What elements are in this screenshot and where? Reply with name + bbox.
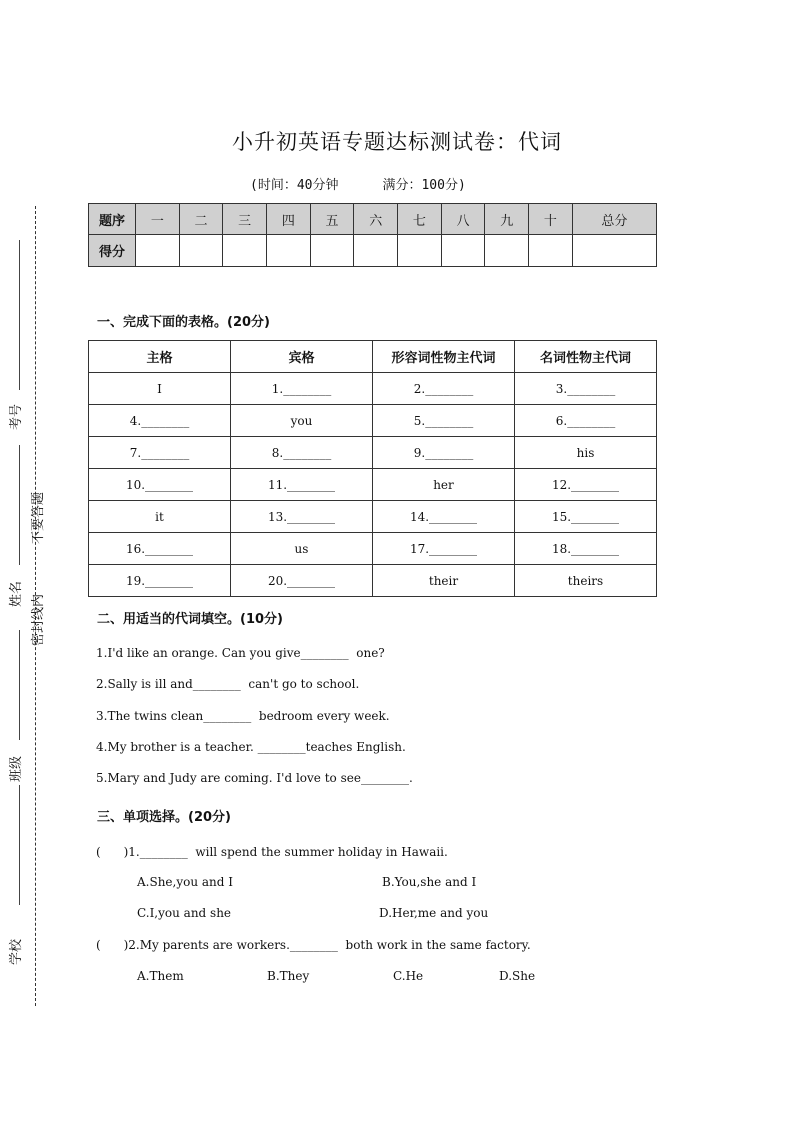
pronoun-header-cell: 宾格: [231, 341, 373, 373]
pronoun-cell[interactable]: 8.________: [231, 437, 373, 469]
score-header-cell: 四: [267, 204, 311, 235]
score-cell[interactable]: [398, 235, 442, 267]
name-blank[interactable]: [19, 445, 20, 565]
pronoun-header-cell: 主格: [89, 341, 231, 373]
time-limit: (时间：40分钟: [250, 178, 339, 193]
pronoun-cell[interactable]: 7.________: [89, 437, 231, 469]
choice-option[interactable]: C.I,you and she: [137, 906, 232, 920]
fill-question[interactable]: 3.The twins clean________ bedroom every week.: [96, 709, 390, 723]
exam-info: [250, 174, 510, 193]
fill-question[interactable]: 5.Mary and Judy are coming. I'd love to see________.: [96, 771, 413, 785]
pronoun-cell[interactable]: 5.________: [373, 405, 515, 437]
pronoun-cell[interactable]: 13.________: [231, 501, 373, 533]
pronoun-cell[interactable]: 17.________: [373, 533, 515, 565]
choice-option[interactable]: B.You,she and I: [382, 875, 477, 889]
table-row: [89, 373, 657, 405]
score-header-cell: 七: [398, 204, 442, 235]
score-header-row: [89, 204, 657, 235]
pronoun-header-row: [89, 341, 657, 373]
pronoun-cell[interactable]: 2.________: [373, 373, 515, 405]
score-cell[interactable]: [354, 235, 398, 267]
table-row: [89, 565, 657, 597]
pronoun-cell[interactable]: 4.________: [89, 405, 231, 437]
score-header-cell: 十: [529, 204, 573, 235]
choice-question-2[interactable]: ( )2.My parents are workers.________ both work in the same factory.: [96, 938, 531, 952]
score-header-cell: 六: [354, 204, 398, 235]
choice-option[interactable]: C.He: [393, 969, 424, 983]
pronoun-header-cell: 形容词性物主代词: [373, 341, 515, 373]
score-table: [88, 203, 657, 267]
pronoun-cell[interactable]: 18.________: [515, 533, 657, 565]
score-header-cell: 三: [223, 204, 267, 235]
fill-question[interactable]: 2.Sally is ill and________ can't go to school.: [96, 677, 360, 691]
pronoun-cell: us: [231, 533, 373, 565]
score-cell[interactable]: [529, 235, 573, 267]
choice-question-1[interactable]: ( )1.________ will spend the summer holiday in Hawaii.: [96, 845, 448, 859]
score-header-cell: 二: [179, 204, 223, 235]
table-row: [89, 533, 657, 565]
score-header-cell: 五: [310, 204, 354, 235]
pronoun-cell[interactable]: 3.________: [515, 373, 657, 405]
pronoun-cell[interactable]: 19.________: [89, 565, 231, 597]
pronoun-cell: you: [231, 405, 373, 437]
pronoun-table: [88, 340, 657, 597]
score-header-cell: 一: [136, 204, 180, 235]
seal-line-label: 密封线内: [31, 593, 46, 646]
score-cell[interactable]: [223, 235, 267, 267]
score-header-cell: 总分: [572, 204, 656, 235]
full-score: 满分：100分): [382, 178, 466, 193]
table-row: [89, 405, 657, 437]
choice-option[interactable]: D.She: [499, 969, 536, 983]
pronoun-cell[interactable]: 12.________: [515, 469, 657, 501]
score-cell[interactable]: [572, 235, 656, 267]
score-cell[interactable]: [267, 235, 311, 267]
choice-option[interactable]: A.Them: [137, 969, 184, 983]
score-header-cell: 八: [441, 204, 485, 235]
score-cell[interactable]: [179, 235, 223, 267]
score-row: [89, 235, 657, 267]
score-cell[interactable]: [310, 235, 354, 267]
table-row: [89, 437, 657, 469]
pronoun-cell[interactable]: 6.________: [515, 405, 657, 437]
no-answer-warning: 不要答题: [31, 491, 46, 544]
pronoun-cell[interactable]: 11.________: [231, 469, 373, 501]
score-header-cell: 九: [485, 204, 529, 235]
score-cell[interactable]: [485, 235, 529, 267]
section3-heading: 三、单项选择。(20分): [97, 810, 231, 825]
score-cell[interactable]: [136, 235, 180, 267]
choice-option[interactable]: B.They: [267, 969, 310, 983]
score-header-cell: 题序: [89, 204, 136, 235]
class-blank[interactable]: [19, 630, 20, 740]
score-row-label: 得分: [89, 235, 136, 267]
exam-no-blank[interactable]: [19, 240, 20, 390]
class-label: 班级: [9, 755, 24, 782]
school-blank[interactable]: [19, 785, 20, 905]
pronoun-cell[interactable]: 14.________: [373, 501, 515, 533]
table-row: [89, 469, 657, 501]
page-title: 小升初英语专题达标测试卷：代词: [232, 130, 562, 154]
pronoun-cell: her: [373, 469, 515, 501]
table-row: [89, 501, 657, 533]
pronoun-cell: I: [89, 373, 231, 405]
pronoun-cell: theirs: [515, 565, 657, 597]
pronoun-cell[interactable]: 15.________: [515, 501, 657, 533]
name-label: 姓名: [9, 580, 24, 607]
fill-question[interactable]: 1.I'd like an orange. Can you give________ one?: [96, 646, 385, 660]
choice-option[interactable]: A.She,you and I: [137, 875, 234, 889]
choice-option[interactable]: D.Her,me and you: [379, 906, 489, 920]
pronoun-cell[interactable]: 1.________: [231, 373, 373, 405]
fill-question[interactable]: 4.My brother is a teacher. ________teaches English.: [96, 740, 406, 754]
pronoun-cell: his: [515, 437, 657, 469]
pronoun-cell: their: [373, 565, 515, 597]
pronoun-cell[interactable]: 16.________: [89, 533, 231, 565]
pronoun-cell[interactable]: 10.________: [89, 469, 231, 501]
pronoun-cell: it: [89, 501, 231, 533]
section1-heading: 一、完成下面的表格。(20分): [97, 315, 270, 330]
pronoun-cell[interactable]: 20.________: [231, 565, 373, 597]
exam-no-label: 考号: [9, 403, 24, 430]
section2-heading: 二、用适当的代词填空。(10分): [97, 612, 283, 627]
score-cell[interactable]: [441, 235, 485, 267]
school-label: 学校: [9, 938, 24, 965]
pronoun-header-cell: 名词性物主代词: [515, 341, 657, 373]
pronoun-cell[interactable]: 9.________: [373, 437, 515, 469]
